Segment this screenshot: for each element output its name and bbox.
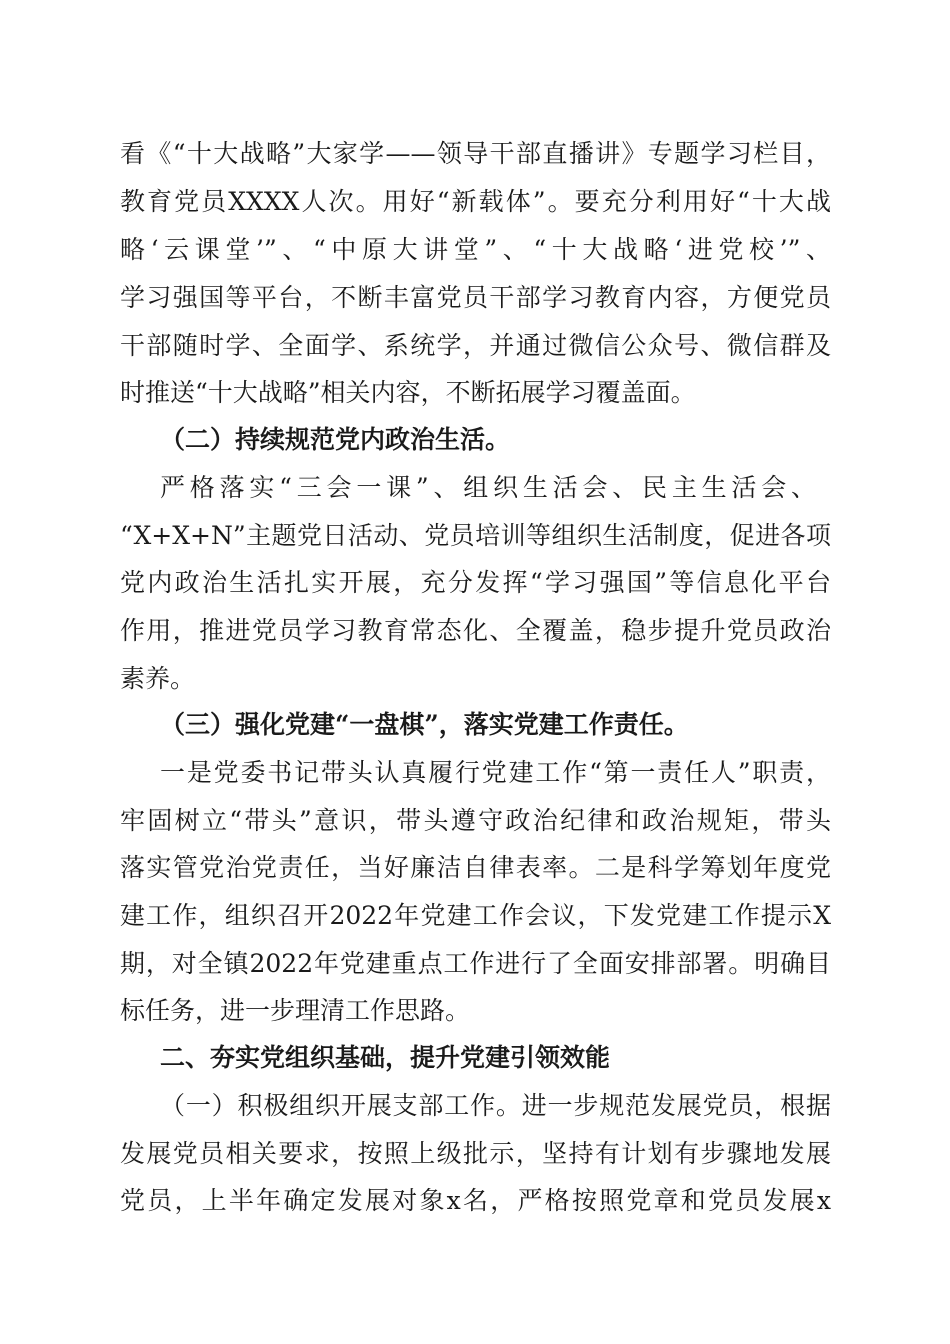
paragraph-line: 发展党员相关要求，按照上级批示，坚持有计划有步骤地发展 [120,1139,831,1168]
paragraph-line: 一是党委书记带头认真履行党建工作“第一责任人”职责， [160,758,831,787]
paragraph-line: 建工作，组织召开2022年党建工作会议，下发党建工作提示X [120,901,831,930]
paragraph-line: 略‘云课堂’”、“中原大讲堂”、“十大战略‘进党校’”、 [120,235,831,264]
paragraph-line: 党内政治生活扎实开展，充分发挥“学习强国”等信息化平台 [120,568,831,597]
paragraph-line: 标任务，进一步理清工作思路。 [120,996,471,1025]
paragraph-line: “X+X+N”主题党日活动、党员培训等组织生活制度，促进各项 [120,521,831,550]
section-subheading: （二）持续规范党内政治生活。 [160,425,511,454]
paragraph-line: 党员，上半年确定发展对象x名，严格按照党章和党员发展x [120,1186,831,1215]
paragraph-line: 期，对全镇2022年党建重点工作进行了全面安排部署。明确目 [120,949,831,978]
section-subheading: （三）强化党建“一盘棋”，落实党建工作责任。 [160,710,689,739]
paragraph-line: 严格落实“三会一课”、组织生活会、民主生活会、 [160,473,816,502]
paragraph-line: 看《“十大战略”大家学——领导干部直播讲》专题学习栏目， [120,139,831,168]
paragraph-line: 作用，推进党员学习教育常态化、全覆盖，稳步提升党员政治 [120,616,831,645]
paragraph-line: 干部随时学、全面学、系统学，并通过微信公众号、微信群及 [120,331,831,360]
paragraph-line: 时推送“十大战略”相关内容，不断拓展学习覆盖面。 [120,378,696,407]
paragraph-line: 学习强国等平台，不断丰富党员干部学习教育内容，方便党员 [120,283,831,312]
section-heading: 二、夯实党组织基础，提升党建引领效能 [160,1043,611,1072]
paragraph-line: 教育党员XXXX人次。用好“新载体”。要充分利用好“十大战 [120,187,831,216]
paragraph-line: 牢固树立“带头”意识，带头遵守政治纪律和政治规矩，带头 [120,806,831,835]
paragraph-line: 落实管党治党责任，当好廉洁自律表率。二是科学筹划年度党 [120,853,831,882]
paragraph-line: 素养。 [120,664,196,693]
paragraph-line: （一）积极组织开展支部工作。进一步规范发展党员，根据 [160,1091,831,1120]
